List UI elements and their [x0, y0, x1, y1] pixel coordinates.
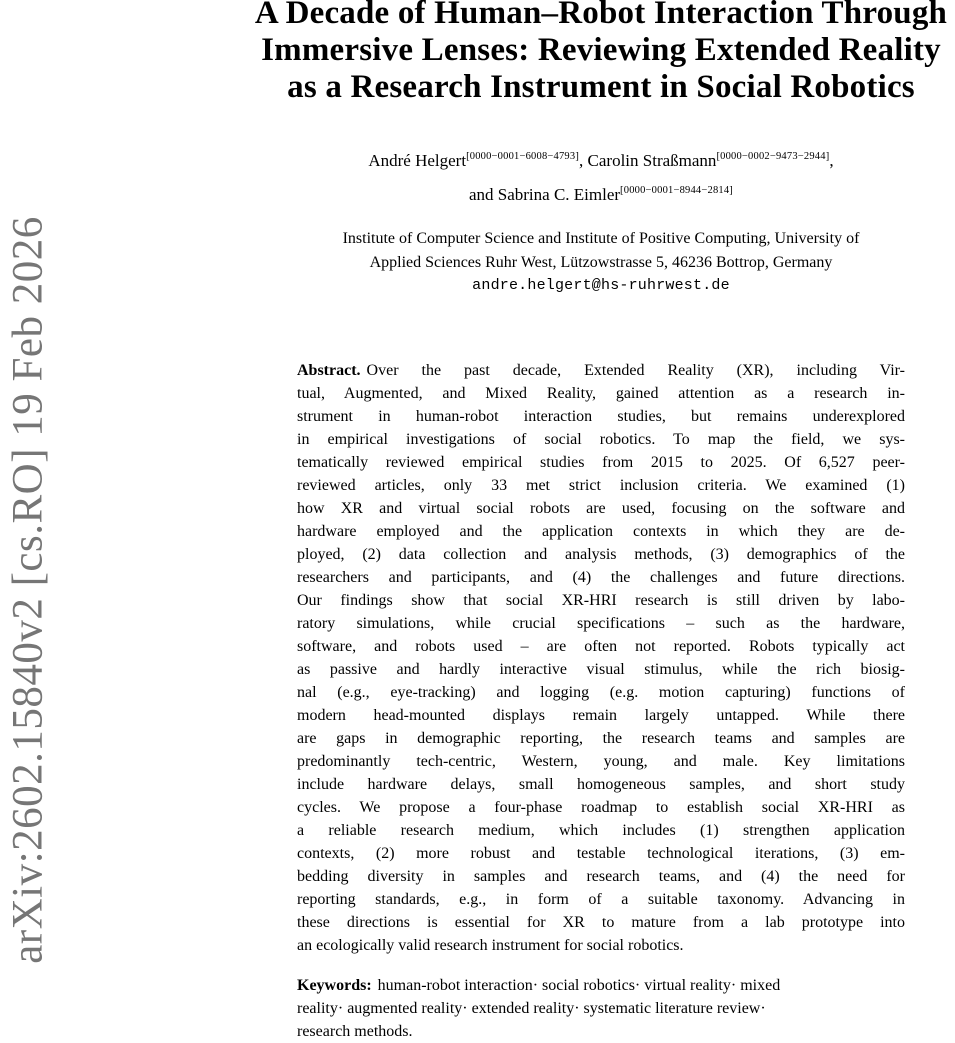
contact-email: andre.helgert@hs-ruhrwest.de [472, 277, 730, 294]
author-name-3: Sabrina C. Eimler [497, 185, 621, 204]
abstract-line: are gaps in demographic reporting, the research teams and samples are [297, 730, 905, 747]
abstract-line: cycles. We propose a four-phase roadmap to establish social XR-HRI as [297, 799, 905, 816]
affiliation-line: Institute of Computer Science and Institute of Positive Computing, University of [342, 230, 860, 247]
author-name-1: André Helgert [368, 151, 467, 170]
abstract-line: tual, Augmented, and Mixed Reality, gained attention as a research in- [297, 385, 905, 402]
keywords-label: Keywords: [297, 977, 372, 994]
abstract-first-line [297, 359, 905, 382]
abstract-line: reviewed articles, only 33 met strict inclusion criteria. We examined (1) [297, 477, 905, 494]
paper-first-page [248, 0, 954, 1043]
abstract-line: reporting standards, e.g., in form of a suitable taxonomy. Advancing in [297, 891, 905, 908]
abstract-line: in empirical investigations of social robotics. To map the field, we sys- [297, 431, 905, 448]
abstract-line: tematically reviewed empirical studies from 2015 to 2025. Of 6,527 peer- [297, 454, 905, 471]
abstract-line: hardware employed and the application contexts in which they are de- [297, 523, 905, 540]
abstract-line: an ecologically valid research instrument for social robotics. [297, 937, 684, 954]
abstract-line: Our findings show that social XR-HRI research is still driven by labo- [297, 592, 905, 609]
abstract-line: software, and robots used – are often not reported. Robots typically act [297, 638, 905, 655]
abstract-first-line-text: Over the past decade, Extended Reality (XR), including Vir- [366, 362, 905, 379]
keywords-line: reality· augmented reality· extended reality· systematic literature review· [297, 1000, 766, 1017]
abstract-line: contexts, (2) more robust and testable technological iterations, (3) em- [297, 845, 905, 862]
abstract-line: ployed, (2) data collection and analysis methods, (3) demographics of the [297, 546, 905, 563]
abstract-line: strument in human-robot interaction studies, but remains underexplored [297, 408, 905, 425]
abstract-line: ratory simulations, while crucial specifications – such as the hardware, [297, 615, 905, 632]
authors-line-1 [248, 142, 954, 176]
affiliation-line: Applied Sciences Ruhr West, Lützowstrasse 5, 46236 Bottrop, Germany [369, 253, 833, 271]
keywords-first-line-text: human-robot interaction· social robotics· virtual reality· mixed [377, 977, 781, 994]
authors-block [248, 142, 954, 210]
arxiv-watermark: arXiv:2602.15840v2 [cs.RO] 19 Feb 2026 [4, 216, 52, 964]
keywords-line: research methods. [297, 1023, 413, 1040]
authors-line-2 [248, 176, 954, 210]
author-orcid-2: [0000−0002−9473−2944] [716, 151, 830, 162]
abstract-line: a reliable research medium, which includes (1) strengthen application [297, 822, 905, 839]
keywords-first-line [297, 974, 927, 997]
abstract-block [297, 359, 905, 957]
abstract-line: as passive and hardly interactive visual stimulus, while the rich biosig- [297, 661, 905, 678]
abstract-line: modern head-mounted displays remain largely untapped. While there [297, 707, 905, 724]
abstract-line: predominantly tech-centric, Western, young, and male. Key limitations [297, 753, 905, 770]
abstract-line: nal (e.g., eye-tracking) and logging (e.g. motion capturing) functions of [297, 684, 905, 701]
abstract-label: Abstract. [297, 362, 361, 379]
abstract-body [297, 382, 905, 957]
author-orcid-1: [0000−0001−6008−4793] [466, 151, 580, 162]
author-name-2: Carolin Straßmann [587, 151, 717, 170]
affiliation-block [248, 227, 954, 274]
authors-trailing-comma: , [829, 151, 834, 170]
paper-title-line: Immersive Lenses: Reviewing Extended Reality [261, 32, 941, 68]
author-orcid-3: [0000−0001−8944−2814] [620, 185, 734, 196]
paper-title-line: A Decade of Human–Robot Interaction Through [254, 0, 948, 31]
abstract-line: these directions is essential for XR to mature from a lab prototype into [297, 914, 905, 931]
abstract-line: bedding diversity in samples and research teams, and (4) the need for [297, 868, 905, 885]
abstract-line: researchers and participants, and (4) the challenges and future directions. [297, 569, 905, 586]
abstract-line: include hardware delays, small homogeneous samples, and short study [297, 776, 905, 793]
abstract-line: how XR and virtual social robots are used, focusing on the software and [297, 500, 905, 517]
authors-and-word: and [468, 185, 498, 204]
paper-title [248, 0, 954, 106]
author-separator: , [579, 151, 588, 170]
paper-title-line: as a Research Instrument in Social Robotics [287, 69, 915, 105]
keywords-body [297, 997, 927, 1043]
keywords-block [297, 974, 927, 1043]
